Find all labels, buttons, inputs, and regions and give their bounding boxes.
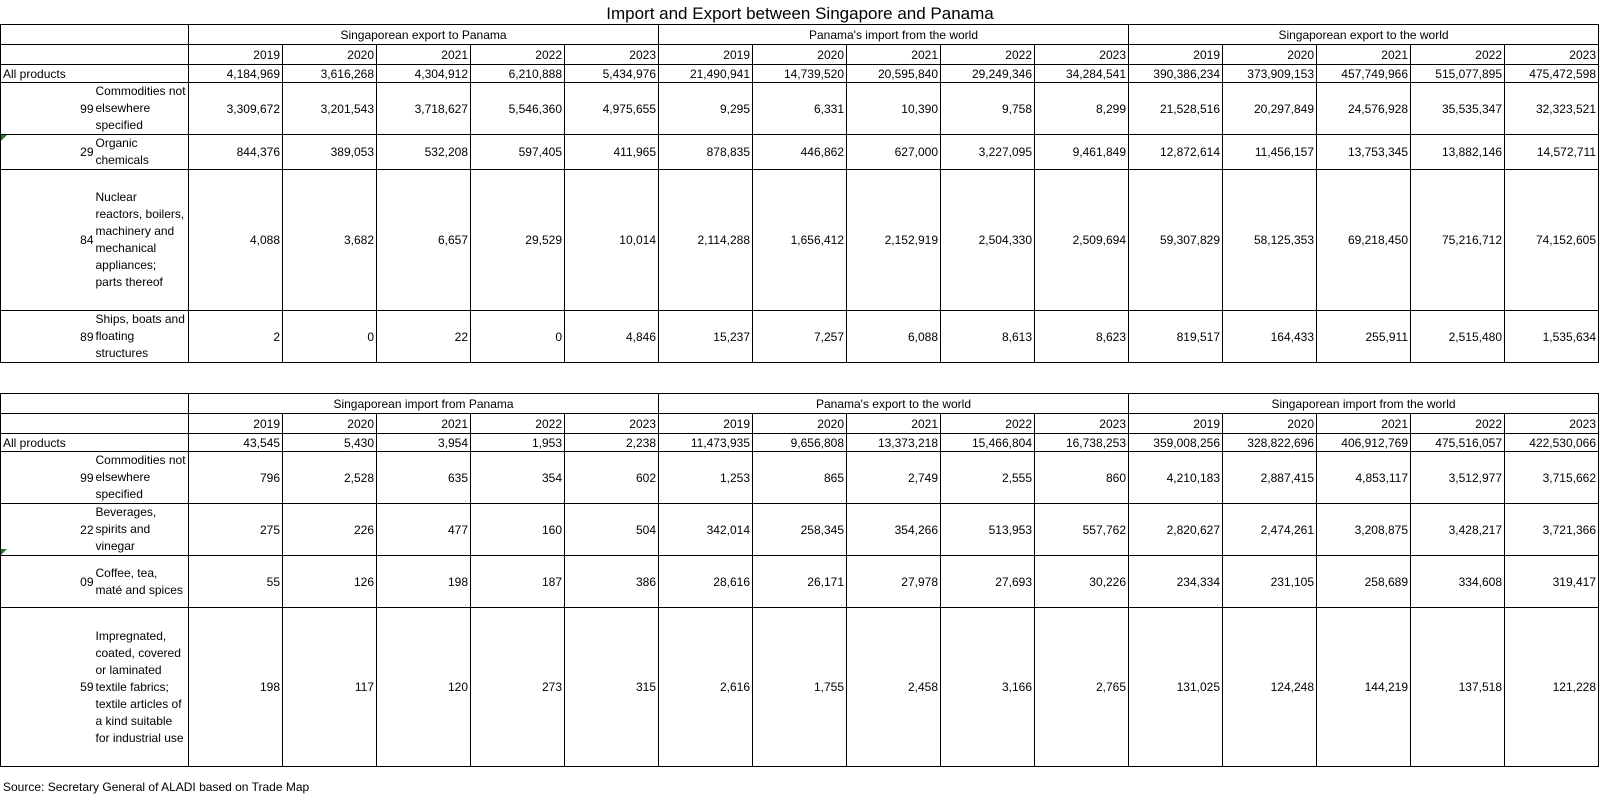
value-cell: 20,595,840 — [847, 65, 941, 83]
corner-cell — [1, 394, 189, 414]
year-header: 2019 — [659, 414, 753, 434]
value-cell: 386 — [565, 556, 659, 608]
value-cell: 2,528 — [283, 452, 377, 504]
value-cell: 59,307,829 — [1129, 170, 1223, 311]
year-header: 2020 — [283, 45, 377, 65]
hs-code: 22 — [1, 504, 95, 556]
value-cell: 6,088 — [847, 311, 941, 363]
value-cell: 1,656,412 — [753, 170, 847, 311]
table-row — [1, 83, 1599, 135]
group-header: Singaporean import from Panama — [189, 394, 659, 414]
value-cell: 597,405 — [471, 135, 565, 170]
product-description: Organic chemicals — [95, 135, 189, 170]
value-cell: 3,512,977 — [1411, 452, 1505, 504]
table-row — [1, 135, 1599, 170]
hs-code: 89 — [1, 311, 95, 363]
value-cell: 21,490,941 — [659, 65, 753, 83]
value-cell: 865 — [753, 452, 847, 504]
value-cell: 2,474,261 — [1223, 504, 1317, 556]
value-cell: 2,820,627 — [1129, 504, 1223, 556]
value-cell: 532,208 — [377, 135, 471, 170]
value-cell: 457,749,966 — [1317, 65, 1411, 83]
group-header: Singaporean export to Panama — [189, 25, 659, 45]
value-cell: 354,266 — [847, 504, 941, 556]
value-cell: 11,473,935 — [659, 434, 753, 452]
value-cell: 9,656,808 — [753, 434, 847, 452]
value-cell: 557,762 — [1035, 504, 1129, 556]
value-cell: 5,430 — [283, 434, 377, 452]
value-cell: 75,216,712 — [1411, 170, 1505, 311]
year-header: 2019 — [1129, 45, 1223, 65]
product-description: Commodities not elsewhere specified — [95, 83, 189, 135]
table-row — [1, 311, 1599, 363]
import-table — [0, 393, 1599, 767]
value-cell: 4,853,117 — [1317, 452, 1411, 504]
value-cell: 258,689 — [1317, 556, 1411, 608]
value-cell: 21,528,516 — [1129, 83, 1223, 135]
year-header: 2020 — [753, 414, 847, 434]
value-cell: 28,616 — [659, 556, 753, 608]
source-note: Source: Secretary General of ALADI based on Trade Map — [3, 780, 310, 794]
value-cell: 627,000 — [847, 135, 941, 170]
value-cell: 198 — [377, 556, 471, 608]
value-cell: 4,846 — [565, 311, 659, 363]
value-cell: 2,616 — [659, 608, 753, 767]
product-description: Coffee, tea, maté and spices — [95, 556, 189, 608]
group-header: Panama's export to the world — [659, 394, 1129, 414]
year-header: 2020 — [1223, 45, 1317, 65]
group-header: Panama's import from the world — [659, 25, 1129, 45]
value-cell: 2,887,415 — [1223, 452, 1317, 504]
year-header: 2021 — [1317, 414, 1411, 434]
year-header: 2021 — [847, 45, 941, 65]
value-cell: 515,077,895 — [1411, 65, 1505, 83]
value-cell: 475,472,598 — [1505, 65, 1599, 83]
product-description: Impregnated, coated, covered or laminated textile fabrics; textile articles of a kind suitable for industrial use — [95, 608, 189, 767]
value-cell: 9,758 — [941, 83, 1035, 135]
value-cell: 342,014 — [659, 504, 753, 556]
table-row — [1, 556, 1599, 608]
value-cell: 4,304,912 — [377, 65, 471, 83]
hs-code: 59 — [1, 608, 95, 767]
value-cell: 131,025 — [1129, 608, 1223, 767]
value-cell: 1,253 — [659, 452, 753, 504]
hs-code: 29 — [1, 135, 95, 170]
value-cell: 16,738,253 — [1035, 434, 1129, 452]
value-cell: 234,334 — [1129, 556, 1223, 608]
year-header: 2023 — [565, 414, 659, 434]
year-header: 2019 — [659, 45, 753, 65]
year-header: 2023 — [565, 45, 659, 65]
value-cell: 844,376 — [189, 135, 283, 170]
value-cell: 55 — [189, 556, 283, 608]
value-cell: 226 — [283, 504, 377, 556]
value-cell: 315 — [565, 608, 659, 767]
all-products-row — [1, 65, 1599, 83]
value-cell: 3,718,627 — [377, 83, 471, 135]
product-description: Nuclear reactors, boilers, machinery and mechanical appliances; parts thereof — [95, 170, 189, 311]
value-cell: 4,184,969 — [189, 65, 283, 83]
value-cell: 10,390 — [847, 83, 941, 135]
year-header: 2019 — [189, 414, 283, 434]
value-cell: 2,458 — [847, 608, 941, 767]
value-cell: 8,623 — [1035, 311, 1129, 363]
hs-code: 99 — [1, 452, 95, 504]
value-cell: 13,373,218 — [847, 434, 941, 452]
value-cell: 5,546,360 — [471, 83, 565, 135]
all-products-row — [1, 434, 1599, 452]
value-cell: 20,297,849 — [1223, 83, 1317, 135]
hs-code: 09 — [1, 556, 95, 608]
value-cell: 319,417 — [1505, 556, 1599, 608]
export-table — [0, 24, 1599, 363]
corner-cell — [1, 414, 189, 434]
product-description: Ships, boats and floating structures — [95, 311, 189, 363]
value-cell: 74,152,605 — [1505, 170, 1599, 311]
value-cell: 860 — [1035, 452, 1129, 504]
product-description: Beverages, spirits and vinegar — [95, 504, 189, 556]
value-cell: 15,237 — [659, 311, 753, 363]
hs-code: 84 — [1, 170, 95, 311]
value-cell: 58,125,353 — [1223, 170, 1317, 311]
value-cell: 3,428,217 — [1411, 504, 1505, 556]
value-cell: 273 — [471, 608, 565, 767]
year-header: 2019 — [189, 45, 283, 65]
year-header: 2020 — [283, 414, 377, 434]
year-header: 2023 — [1035, 45, 1129, 65]
value-cell: 5,434,976 — [565, 65, 659, 83]
sheet-title: Import and Export between Singapore and Panama — [606, 4, 994, 23]
value-cell: 9,295 — [659, 83, 753, 135]
value-cell: 29,529 — [471, 170, 565, 311]
value-cell: 35,535,347 — [1411, 83, 1505, 135]
value-cell: 796 — [189, 452, 283, 504]
value-cell: 422,530,066 — [1505, 434, 1599, 452]
value-cell: 12,872,614 — [1129, 135, 1223, 170]
value-cell: 6,331 — [753, 83, 847, 135]
value-cell: 14,572,711 — [1505, 135, 1599, 170]
value-cell: 164,433 — [1223, 311, 1317, 363]
value-cell: 198 — [189, 608, 283, 767]
value-cell: 2,515,480 — [1411, 311, 1505, 363]
value-cell: 4,210,183 — [1129, 452, 1223, 504]
value-cell: 1,535,634 — [1505, 311, 1599, 363]
year-header: 2022 — [941, 45, 1035, 65]
value-cell: 30,226 — [1035, 556, 1129, 608]
value-cell: 3,227,095 — [941, 135, 1035, 170]
table-row — [1, 504, 1599, 556]
value-cell: 3,682 — [283, 170, 377, 311]
value-cell: 3,954 — [377, 434, 471, 452]
value-cell: 29,249,346 — [941, 65, 1035, 83]
value-cell: 32,323,521 — [1505, 83, 1599, 135]
value-cell: 359,008,256 — [1129, 434, 1223, 452]
value-cell: 602 — [565, 452, 659, 504]
year-header: 2022 — [1411, 45, 1505, 65]
value-cell: 43,545 — [189, 434, 283, 452]
value-cell: 4,975,655 — [565, 83, 659, 135]
value-cell: 513,953 — [941, 504, 1035, 556]
year-header: 2021 — [847, 414, 941, 434]
value-cell: 504 — [565, 504, 659, 556]
value-cell: 258,345 — [753, 504, 847, 556]
value-cell: 69,218,450 — [1317, 170, 1411, 311]
hs-code: 99 — [1, 83, 95, 135]
value-cell: 187 — [471, 556, 565, 608]
value-cell: 3,715,662 — [1505, 452, 1599, 504]
value-cell: 334,608 — [1411, 556, 1505, 608]
value-cell: 22 — [377, 311, 471, 363]
value-cell: 3,309,672 — [189, 83, 283, 135]
value-cell: 13,882,146 — [1411, 135, 1505, 170]
value-cell: 3,208,875 — [1317, 504, 1411, 556]
value-cell: 2,504,330 — [941, 170, 1035, 311]
year-header: 2022 — [471, 414, 565, 434]
value-cell: 2,152,919 — [847, 170, 941, 311]
value-cell: 11,456,157 — [1223, 135, 1317, 170]
value-cell: 144,219 — [1317, 608, 1411, 767]
value-cell: 411,965 — [565, 135, 659, 170]
value-cell: 6,657 — [377, 170, 471, 311]
value-cell: 3,616,268 — [283, 65, 377, 83]
year-header: 2021 — [377, 45, 471, 65]
value-cell: 15,466,804 — [941, 434, 1035, 452]
value-cell: 2,749 — [847, 452, 941, 504]
value-cell: 2 — [189, 311, 283, 363]
year-header: 2023 — [1505, 414, 1599, 434]
value-cell: 126 — [283, 556, 377, 608]
value-cell: 1,755 — [753, 608, 847, 767]
value-cell: 0 — [471, 311, 565, 363]
value-cell: 475,516,057 — [1411, 434, 1505, 452]
value-cell: 2,555 — [941, 452, 1035, 504]
value-cell: 477 — [377, 504, 471, 556]
value-cell: 0 — [283, 311, 377, 363]
all-products-label: All products — [1, 434, 189, 452]
value-cell: 27,693 — [941, 556, 1035, 608]
year-header: 2023 — [1035, 414, 1129, 434]
cell-comment-marker — [1, 135, 7, 141]
value-cell: 255,911 — [1317, 311, 1411, 363]
value-cell: 446,862 — [753, 135, 847, 170]
value-cell: 120 — [377, 608, 471, 767]
value-cell: 275 — [189, 504, 283, 556]
group-header: Singaporean export to the world — [1129, 25, 1599, 45]
value-cell: 13,753,345 — [1317, 135, 1411, 170]
value-cell: 8,299 — [1035, 83, 1129, 135]
corner-cell — [1, 45, 189, 65]
year-header: 2022 — [941, 414, 1035, 434]
table-row — [1, 452, 1599, 504]
value-cell: 2,114,288 — [659, 170, 753, 311]
year-header: 2021 — [377, 414, 471, 434]
value-cell: 124,248 — [1223, 608, 1317, 767]
value-cell: 3,166 — [941, 608, 1035, 767]
value-cell: 878,835 — [659, 135, 753, 170]
value-cell: 354 — [471, 452, 565, 504]
value-cell: 137,518 — [1411, 608, 1505, 767]
corner-cell — [1, 25, 189, 45]
value-cell: 373,909,153 — [1223, 65, 1317, 83]
value-cell: 1,953 — [471, 434, 565, 452]
value-cell: 117 — [283, 608, 377, 767]
group-header: Singaporean import from the world — [1129, 394, 1599, 414]
value-cell: 27,978 — [847, 556, 941, 608]
value-cell: 34,284,541 — [1035, 65, 1129, 83]
table-row — [1, 170, 1599, 311]
year-header: 2020 — [1223, 414, 1317, 434]
value-cell: 2,509,694 — [1035, 170, 1129, 311]
value-cell: 7,257 — [753, 311, 847, 363]
cell-comment-marker — [1, 549, 7, 555]
value-cell: 3,721,366 — [1505, 504, 1599, 556]
value-cell: 6,210,888 — [471, 65, 565, 83]
value-cell: 390,386,234 — [1129, 65, 1223, 83]
value-cell: 2,765 — [1035, 608, 1129, 767]
value-cell: 14,739,520 — [753, 65, 847, 83]
year-header: 2019 — [1129, 414, 1223, 434]
value-cell: 24,576,928 — [1317, 83, 1411, 135]
value-cell: 26,171 — [753, 556, 847, 608]
value-cell: 231,105 — [1223, 556, 1317, 608]
value-cell: 9,461,849 — [1035, 135, 1129, 170]
value-cell: 121,228 — [1505, 608, 1599, 767]
value-cell: 8,613 — [941, 311, 1035, 363]
year-header: 2022 — [471, 45, 565, 65]
year-header: 2023 — [1505, 45, 1599, 65]
value-cell: 10,014 — [565, 170, 659, 311]
value-cell: 635 — [377, 452, 471, 504]
value-cell: 4,088 — [189, 170, 283, 311]
year-header: 2020 — [753, 45, 847, 65]
year-header: 2022 — [1411, 414, 1505, 434]
table-row — [1, 608, 1599, 767]
value-cell: 328,822,696 — [1223, 434, 1317, 452]
value-cell: 160 — [471, 504, 565, 556]
value-cell: 406,912,769 — [1317, 434, 1411, 452]
value-cell: 819,517 — [1129, 311, 1223, 363]
product-description: Commodities not elsewhere specified — [95, 452, 189, 504]
value-cell: 3,201,543 — [283, 83, 377, 135]
all-products-label: All products — [1, 65, 189, 83]
year-header: 2021 — [1317, 45, 1411, 65]
value-cell: 2,238 — [565, 434, 659, 452]
value-cell: 389,053 — [283, 135, 377, 170]
